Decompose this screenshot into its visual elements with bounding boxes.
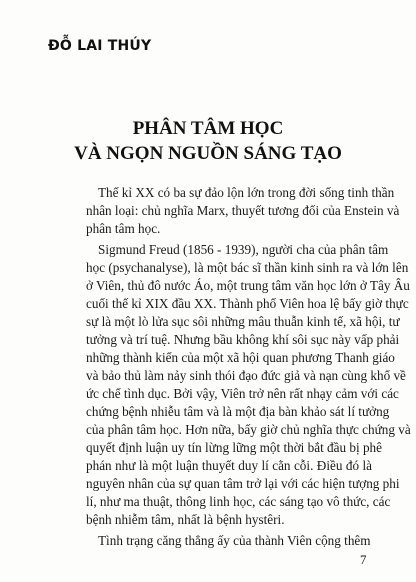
- text-line: Thế kỉ XX có ba sự đảo lộn lớn trong đời sống tinh thần: [98, 185, 395, 200]
- page-number: 7: [360, 552, 367, 567]
- text-line: và bảo thủ làm nảy sinh thói đạo đức giả và nạn cùng khổ về: [86, 368, 406, 383]
- paragraph-3: [86, 532, 372, 550]
- text-line: lí, như ma thuật, thông linh học, các sáng tạo vô thức, các: [86, 494, 391, 509]
- text-line: ức chế tình dục. Bởi vậy, Viên trở nên rất nhạy cảm với các: [86, 386, 399, 401]
- text-line: phán như là một luận thuyết duy lí cằn cỗi. Điều đó là: [86, 458, 372, 473]
- chapter-title-line-2: VÀ NGỌN NGUỒN SÁNG TẠO: [74, 143, 342, 164]
- paragraph-1: [86, 184, 400, 238]
- text-line: phân tâm học.: [86, 221, 161, 236]
- text-line: nhân loại: chủ nghĩa Marx, thuyết tương đối của Enstein và: [86, 203, 400, 218]
- text-line: tưởng và trí tuệ. Nhưng bầu không khí sôi sục này vấp phải: [86, 332, 400, 347]
- text-line: những thành kiến của một xã hội quan phương Thanh giáo: [86, 350, 395, 365]
- paragraph-2: [86, 241, 411, 529]
- text-line: bệnh nhiễm tâm, nhất là bệnh hystêri.: [86, 512, 285, 527]
- text-line: quyết định luận uy tín lừng lững một thời bắt đầu bị phê: [86, 440, 382, 455]
- text-line: cuối thế kỉ XIX đầu XX. Thành phố Viên hoa lệ bấy giờ thực: [86, 296, 409, 311]
- text-line: Sigmund Freud (1856 - 1939), người cha của phân tâm: [98, 242, 389, 257]
- chapter-title-line-1: PHÂN TÂM HỌC: [132, 118, 284, 139]
- author-header: ĐỖ LAI THÚY: [48, 38, 152, 54]
- text-line: học (psychanalyse), là một bác sĩ thần kinh sinh ra và lớn lên: [86, 260, 409, 275]
- text-line: Tình trạng căng thẳng ấy của thành Viên cộng thêm: [98, 533, 371, 548]
- text-line: nguyên nhân của sự quan tâm trở lại với các hiện tượng phi: [86, 476, 400, 491]
- text-line: chứng bệnh nhiễu tâm và là một địa bàn khảo sát lí tưởng: [86, 404, 390, 419]
- text-line: sự là một lò lửa sục sôi những mâu thuẫn kinh tế, xã hội, tư: [86, 314, 400, 329]
- text-line: của phân tâm học. Hơn nữa, bấy giờ chủ nghĩa thực chứng và: [86, 422, 411, 437]
- text-line: ở Viên, thủ đô nước Áo, một trung tâm văn học lớn ở Tây Âu: [86, 278, 410, 293]
